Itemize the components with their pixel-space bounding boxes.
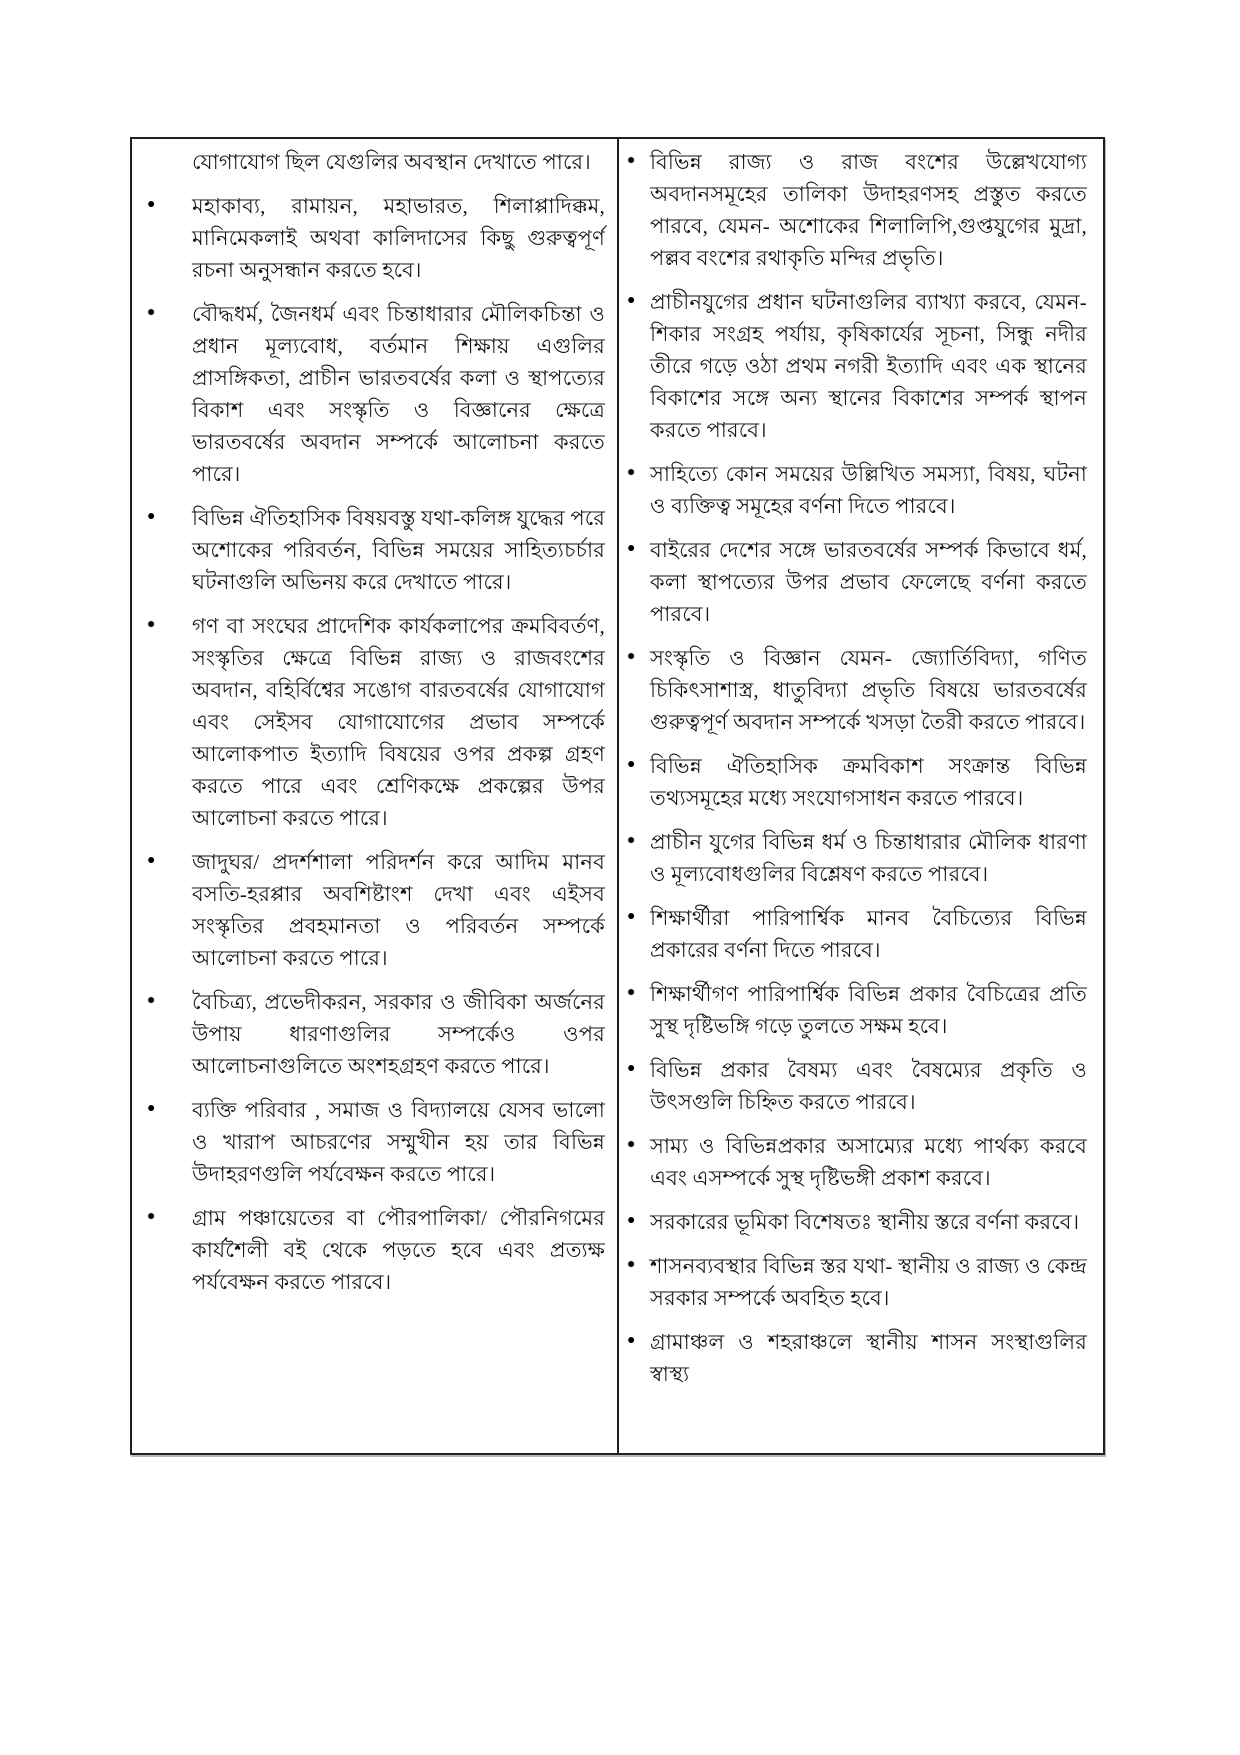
list-item-text: বৌদ্ধধর্ম, জৈনধর্ম এবং চিন্তাধারার মৌলিকচিন্তা ও প্রধান মূল্যবোধ, বর্তমান শিক্ষায় এগুলির প্রাসঙ্গিকতা, প্রাচীন ভারতবর্ষের কলা ও স্থাপত্যের বিকাশ এবং সংস্কৃতি ও বিজ্ঞানের ক্ষেত্রে ভারতবর্ষের অবদান সম্পর্কে আলোচনা করতে পারে। [192,302,605,486]
bullet-icon: ● [627,649,636,664]
list-item [619,1054,1087,1118]
list-item-text: বিভিন্ন ঐতিহাসিক ক্রমবিকাশ সংক্রান্ত বিভিন্ন তথ্যসমূহের মধ্যে সংযোগসাধন করতে পারবে। [650,754,1087,810]
bullet-icon: ● [627,465,636,480]
list-item [132,146,605,178]
bullet-icon: ● [147,197,156,212]
bullet-icon: ● [627,1061,636,1076]
list-item [619,1206,1087,1238]
list-item [619,642,1087,738]
list-item-text: সাম্য ও বিভিন্নপ্রকার অসাম্যের মধ্যে পার্থক্য করবে এবং এসম্পর্কে সুস্থ দৃষ্টিভঙ্গী প্রকাশ করবে। [650,1134,1087,1190]
list-item [619,750,1087,814]
list-item-text: বিভিন্ন প্রকার বৈষম্য এবং বৈষম্যের প্রকৃতি ও উৎসগুলি চিহ্নিত করতে পারবে। [650,1058,1087,1114]
list-item [619,146,1087,274]
list-item [619,902,1087,966]
bullet-icon: ● [627,293,636,308]
list-item-text: যোগাযোগ ছিল যেগুলির অবস্থান দেখাতে পারে। [192,150,591,174]
bullet-icon: ● [627,541,636,556]
table-column-right [619,139,1103,1453]
list-item-text: সরকারের ভূমিকা বিশেষতঃ স্থানীয় স্তরে বর্ণনা করবে। [650,1210,1080,1234]
bullet-icon: ● [627,1213,636,1228]
list-item [619,286,1087,446]
bullet-icon: ● [147,853,156,868]
bullet-icon: ● [627,757,636,772]
list-item [132,190,605,286]
list-item-text: সংস্কৃতি ও বিজ্ঞান যেমন- জ্যোর্তিবিদ্যা, গণিত চিকিৎসাশাস্ত্র, ধাতুবিদ্যা প্রভৃতি বিষয়ে ভারতবর্ষের গুরুত্বপূর্ণ অবদান সম্পর্কে খসড়া তৈরী করতে পারবে। [650,646,1087,734]
bullet-icon: ● [627,1257,636,1272]
content-table [130,137,1105,1455]
list-item-text: বৈচিত্র্য, প্রভেদীকরন, সরকার ও জীবিকা অর্জনের উপায় ধারণাগুলির সম্পর্কেও ওপর আলোচনাগুলিতে অংশহগ্রহণ করতে পারে। [192,990,605,1078]
list-item [619,1326,1087,1390]
bullet-icon: ● [627,1333,636,1348]
list-item-text: গ্রামাঞ্চল ও শহরাঞ্চলে স্থানীয় শাসন সংস্থাগুলির স্বাস্থ্য [650,1330,1087,1386]
list-item [132,610,605,834]
list-item [619,1130,1087,1194]
table-column-left [132,139,619,1453]
list-item [132,1094,605,1190]
bullet-icon: ● [147,993,156,1008]
list-item-text: বাইরের দেশের সঙ্গে ভারতবর্ষের সম্পর্ক কিভাবে ধর্ম, কলা স্থাপত্যের উপর প্রভাব ফেলেছে বর্ণনা করতে পারবে। [650,538,1087,626]
list-item-text: প্রাচীনযুগের প্রধান ঘটনাগুলির ব্যাখ্যা করবে, যেমন- শিকার সংগ্রহ পর্যায়, কৃষিকার্যের সূচনা, সিন্ধু নদীর তীরে গড়ে ওঠা প্রথম নগরী ইত্যাদি এবং এক স্থানের বিকাশের সঙ্গে অন্য স্থানের বিকাশের সম্পর্ক স্থাপন করতে পারবে। [650,290,1087,442]
bullet-icon: ● [147,509,156,524]
list-item [132,986,605,1082]
list-item-text: মহাকাব্য, রামায়ন, মহাভারত, শিলাপ্পাদিক্কম, মানিমেকলাই অথবা কালিদাসের কিছু গুরুত্বপূর্ণ রচনা অনুসন্ধান করতে হবে। [192,194,605,282]
list-item-text: গণ বা সংঘের প্রাদেশিক কার্যকলাপের ক্রমবিবর্তণ, সংস্কৃতির ক্ষেত্রে বিভিন্ন রাজ্য ও রাজবংশের অবদান, বহির্বিশ্বের সঙোগ বারতবর্ষের যোগাযোগ এবং সেইসব যোগাযোগের প্রভাব সম্পর্কে আলোকপাত ইত্যাদি বিষয়ের ওপর প্রকল্প গ্রহণ করতে পারে এবং শ্রেণিকক্ষে প্রকল্পের উপর আলোচনা করতে পারে। [192,614,605,830]
list-item [619,826,1087,890]
list-item-text: ব্যক্তি পরিবার , সমাজ ও বিদ্যালয়ে যেসব ভালো ও খারাপ আচরণের সম্মুখীন হয় তার বিভিন্ন উদাহরণগুলি পর্যবেক্ষন করতে পারে। [192,1098,605,1186]
bullet-icon: ● [627,833,636,848]
bullet-icon: ● [147,305,156,320]
list-item [619,534,1087,630]
list-item [619,458,1087,522]
list-item [619,1250,1087,1314]
list-item [132,298,605,490]
bullet-icon: ● [627,909,636,924]
list-item-text: জাদুঘর/ প্রদর্শশালা পরিদর্শন করে আদিম মানব বসতি-হরপ্পার অবশিষ্টাংশ দেখা এবং এইসব সংস্কৃতির প্রবহমানতা ও পরিবর্তন সম্পর্কে আলোচনা করতে পারে। [192,850,605,970]
list-item-text: সাহিত্যে কোন সময়ের উল্লিখিত সমস্যা, বিষয়, ঘটনা ও ব্যক্তিত্ব সমূহের বর্ণনা দিতে পারবে। [650,462,1087,518]
bullet-icon: ● [147,1101,156,1116]
list-item [132,846,605,974]
list-item-text: শিক্ষার্থীরা পারিপার্শ্বিক মানব বৈচিত্যের বিভিন্ন প্রকারের বর্ণনা দিতে পারবে। [650,906,1087,962]
list-item-text: বিভিন্ন ঐতিহাসিক বিষয়বস্তু যথা-কলিঙ্গ যুদ্ধের পরে অশোকের পরিবর্তন, বিভিন্ন সময়ের সাহিত্যচর্চার ঘটনাগুলি অভিনয় করে দেখাতে পারে। [192,506,605,594]
list-item-text: শিক্ষার্থীগণ পারিপার্শ্বিক বিভিন্ন প্রকার বৈচিত্রের প্রতি সুস্থ দৃষ্টিভঙ্গি গড়ে তুলতে সক্ষম হবে। [650,982,1087,1038]
bullet-icon: ● [627,1137,636,1152]
bullet-icon: ● [627,985,636,1000]
list-item-text: বিভিন্ন রাজ্য ও রাজ বংশের উল্লেখযোগ্য অবদানসমূহের তালিকা উদাহরণসহ প্রস্তুত করতে পারবে, যেমন- অশোকের শিলালিপি,গুপ্তযুগের মুদ্রা, পল্লব বংশের রথাকৃতি মন্দির প্রভৃতি। [650,150,1087,270]
list-item [619,978,1087,1042]
list-item [132,502,605,598]
bullet-icon: ● [147,1209,156,1224]
list-item-text: প্রাচীন যুগের বিভিন্ন ধর্ম ও চিন্তাধারার মৌলিক ধারণা ও মূল্যবোধগুলির বিশ্লেষণ করতে পারবে। [650,830,1087,886]
list-item-text: শাসনব্যবস্থার বিভিন্ন স্তর যথা- স্থানীয় ও রাজ্য ও কেন্দ্র সরকার সম্পর্কে অবহিত হবে। [650,1254,1087,1310]
list-item [132,1202,605,1298]
list-item-text: গ্রাম পঞ্চায়েতের বা পৌরপালিকা/ পৌরনিগমের কার্যশৈলী বই থেকে পড়তে হবে এবং প্রত্যক্ষ পর্যবেক্ষন করতে পারবে। [192,1206,605,1294]
bullet-icon: ● [147,617,156,632]
bullet-icon: ● [627,153,636,168]
